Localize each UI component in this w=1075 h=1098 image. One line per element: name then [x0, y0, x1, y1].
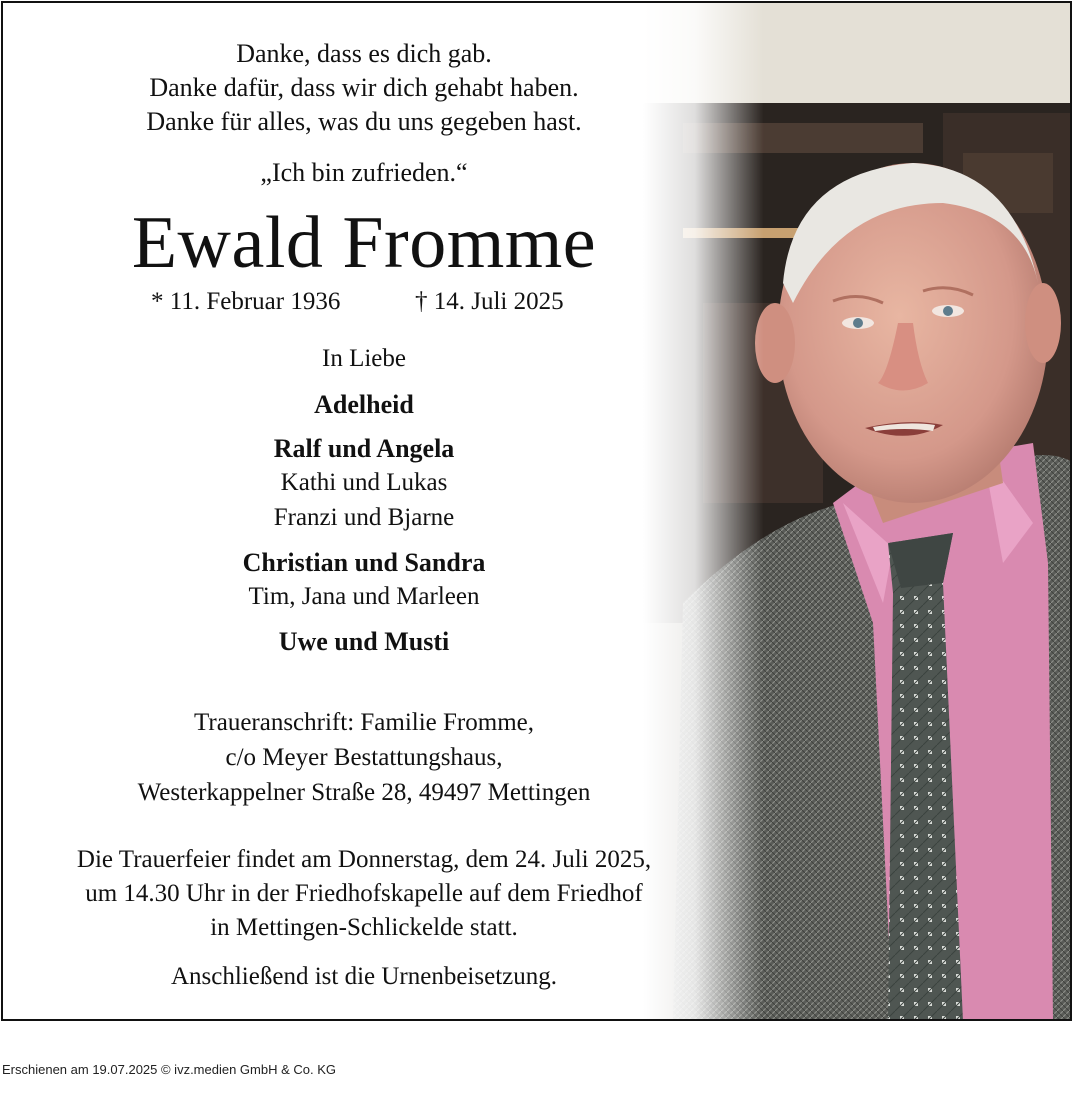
mourner-tim-jana-marleen: Tim, Jana und Marleen [248, 583, 480, 610]
birth-date: * 11. Februar 1936 [151, 288, 341, 315]
in-love-label: In Liebe [322, 345, 406, 372]
ceremony-line-3: in Mettingen-Schlickelde statt. [210, 914, 518, 941]
address-line-2: c/o Meyer Bestattungshaus, [225, 744, 503, 771]
death-date: † 14. Juli 2025 [415, 288, 564, 315]
address-line-3: Westerkappelner Straße 28, 49497 Mettingen [137, 779, 591, 806]
quote: „Ich bin zufrieden.“ [260, 158, 468, 187]
mourner-adelheid: Adelheid [314, 390, 414, 419]
mourner-kathi-lukas: Kathi und Lukas [280, 469, 448, 496]
verse-line-2: Danke dafür, dass wir dich gehabt haben. [149, 73, 579, 102]
verse-line-1: Danke, dass es dich gab. [236, 39, 492, 68]
urn-burial-note: Anschließend ist die Urnenbeisetzung. [170, 963, 557, 990]
deceased-name: Ewald Fromme [131, 202, 597, 284]
obituary-notice [1, 1, 1072, 1021]
mourner-uwe-musti: Uwe und Musti [278, 627, 450, 656]
mourner-ralf-angela: Ralf und Angela [273, 434, 455, 463]
mourner-franzi-bjarne: Franzi und Bjarne [273, 504, 455, 531]
verse-line-3: Danke für alles, was du uns gegeben hast. [146, 107, 582, 136]
publication-credit: Erschienen am 19.07.2025 © ivz.medien GmbH & Co. KG [2, 1062, 337, 1077]
mourner-christian-sandra: Christian und Sandra [242, 548, 486, 577]
ceremony-line-2: um 14.30 Uhr in der Friedhofskapelle auf dem Friedhof [85, 880, 643, 907]
life-dates [3, 288, 725, 320]
address-line-1: Traueranschrift: Familie Fromme, [194, 709, 534, 736]
ceremony-line-1: Die Trauerfeier findet am Donnerstag, dem 24. Juli 2025, [76, 846, 652, 873]
